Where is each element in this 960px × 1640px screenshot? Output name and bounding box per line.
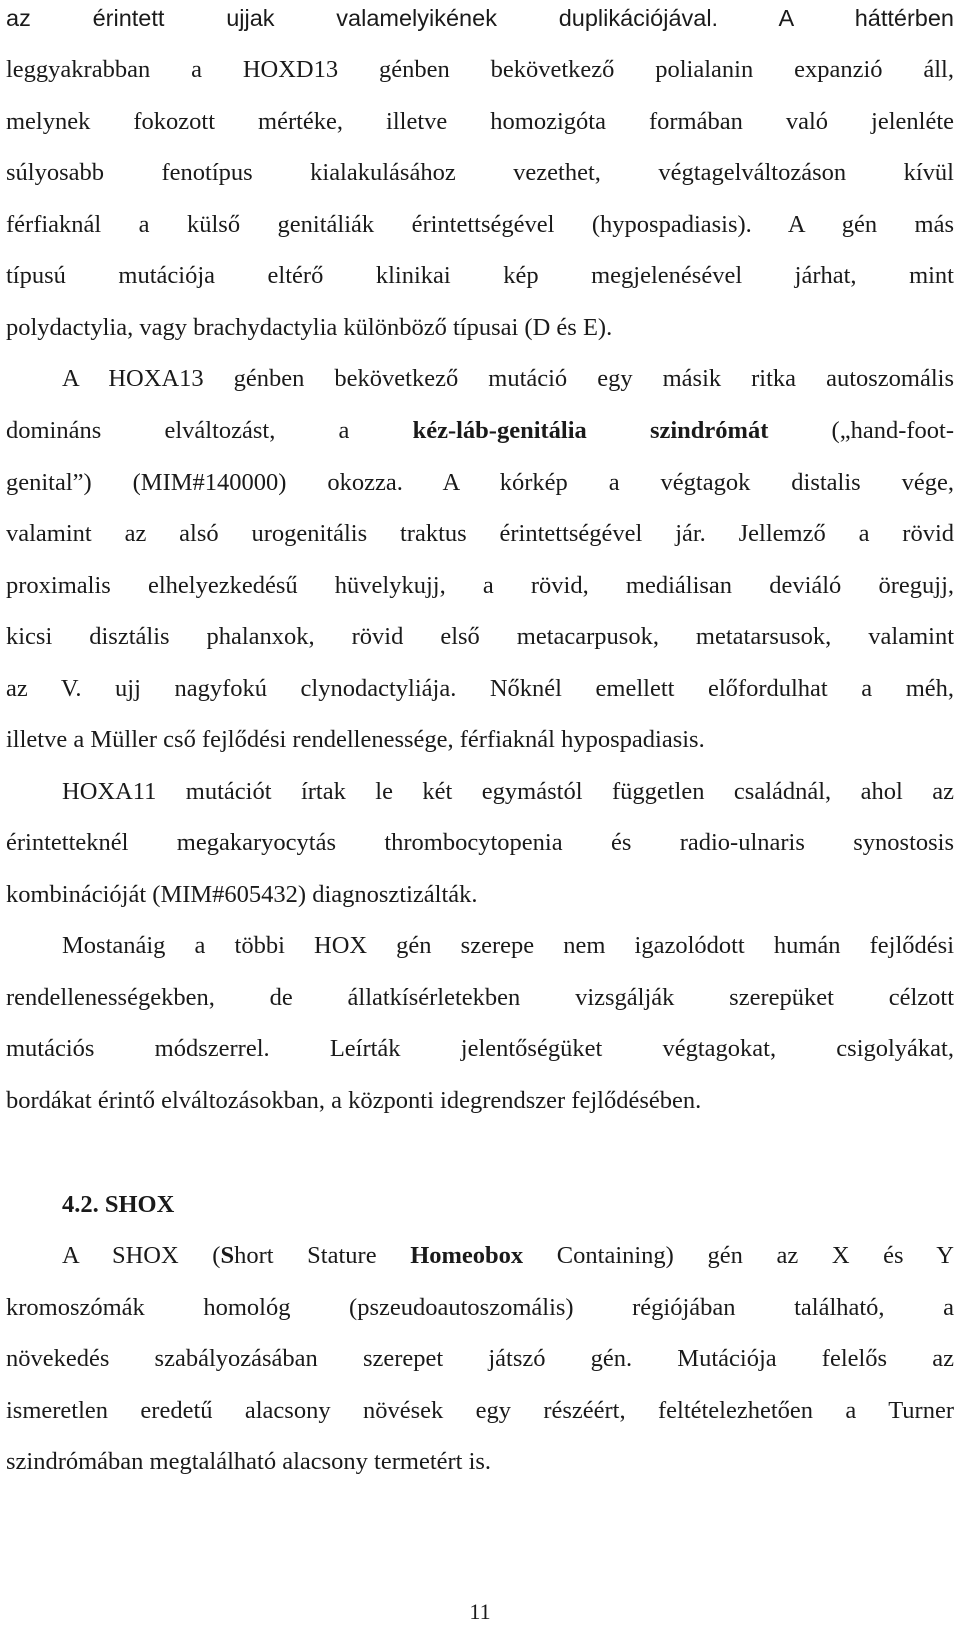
text-line: érintetteknél megakaryocytás thrombocytopenia és radio-ulnaris synostosis <box>6 829 954 856</box>
text-line: HOXA11 mutációt írtak le két egymástól független családnál, ahol az <box>62 778 954 805</box>
text-line: szindrómában megtalálható alacsony termetért is. <box>6 1448 492 1475</box>
text-run: Containing) gén az X és Y <box>523 1242 954 1269</box>
text-line: proximalis elhelyezkedésű hüvelykujj, a rövid, mediálisan deviáló öregujj, <box>6 572 954 599</box>
text-run: domináns elváltozást, a <box>6 417 413 444</box>
text-run: A SHOX ( <box>62 1242 221 1269</box>
text-line: Mostanáig a többi HOX gén szerepe nem igazolódott humán fejlődési <box>62 932 954 959</box>
text-line: valamint az alsó urogenitális traktus érintettségével jár. Jellemző a rövid <box>6 520 954 547</box>
text-run: hort Stature <box>234 1242 411 1269</box>
bold-letter: S <box>220 1242 235 1269</box>
text-line: A HOXA13 génben bekövetkező mutáció egy másik ritka autoszomális <box>62 365 954 392</box>
text-line: leggyakrabban a HOXD13 génben bekövetkező polialanin expanzió áll, <box>6 56 954 83</box>
text-line: típusú mutációja eltérő klinikai kép megjelenésével járhat, mint <box>6 262 954 289</box>
text-line: kombinációját (MIM#605432) diagnosztizálták. <box>6 881 478 908</box>
text-line: az V. ujj nagyfokú clynodactyliája. Nőknél emellett előfordulhat a méh, <box>6 675 954 702</box>
text-line: bordákat érintő elváltozásokban, a központi idegrendszer fejlődésében. <box>6 1087 702 1114</box>
bold-term: kéz-láb-genitália szindrómát <box>412 417 769 444</box>
text-line: növekedés szabályozásában szerepet játszó gén. Mutációja felelős az <box>6 1345 954 1372</box>
text-line: illetve a Müller cső fejlődési rendellenessége, férfiaknál hypospadiasis. <box>6 726 705 753</box>
text-line <box>6 415 954 447</box>
text-line: férfiaknál a külső genitáliák érintettségével (hypospadiasis). A gén más <box>6 211 954 238</box>
text-line: mutációs módszerrel. Leírták jelentőségüket végtagokat, csigolyákat, <box>6 1035 954 1062</box>
text-line <box>62 1240 954 1272</box>
section-heading: 4.2. SHOX <box>62 1191 175 1218</box>
text-run: („hand-foot- <box>768 417 954 444</box>
text-line: rendellenességekben, de állatkísérletekben vizsgálják szerepüket célzott <box>6 984 954 1011</box>
text-line: polydactylia, vagy brachydactylia különböző típusai (D és E). <box>6 314 613 341</box>
bold-term: Homeobox <box>410 1242 524 1269</box>
text-line: az érintett ujjak valamelyikének duplikációjával. A háttérben <box>6 5 954 31</box>
text-line: súlyosabb fenotípus kialakulásához vezethet, végtagelváltozáson kívül <box>6 159 954 186</box>
text-line: genital”) (MIM#140000) okozza. A kórkép a végtagok distalis vége, <box>6 469 954 496</box>
text-line: kicsi disztális phalanxok, rövid első metacarpusok, metatarsusok, valamint <box>6 623 954 650</box>
text-line: ismeretlen eredetű alacsony növések egy részéért, feltételezhetően a Turner <box>6 1397 954 1424</box>
page-number: 11 <box>469 1599 491 1624</box>
text-line: kromoszómák homológ (pszeudoautoszomális) régiójában található, a <box>6 1294 954 1321</box>
text-line: melynek fokozott mértéke, illetve homozigóta formában való jelenléte <box>6 108 954 135</box>
